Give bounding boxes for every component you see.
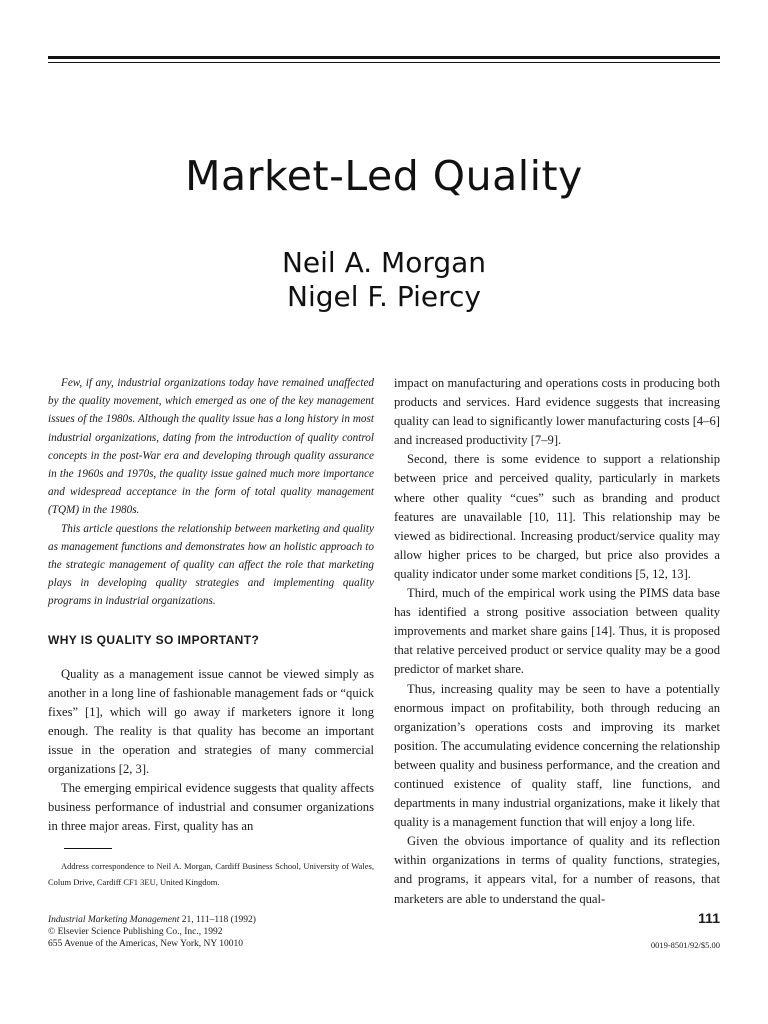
author-name: Neil A. Morgan — [281, 246, 487, 279]
body-paragraph: Thus, increasing quality may be seen to have a potentially enormous impact on profitability, both through reducing an organization’s operations costs and improving its market position. The accumulating evidence concerning the relationship between quality and business performance, and the creation and continued existence of quality staff, line functions, and departments in many industrial organizations, make it likely that quality is a management function that will enjoy a long life. — [394, 681, 720, 830]
body-paragraph: Third, much of the empirical work using the PIMS data base has identified a strong positive association between quality improvements and market share gains [14]. Thus, it is proposed that relative perceived product or service quality may be a good predictor of market share. — [394, 586, 720, 677]
correspondence-footnote: Address correspondence to Neil A. Morgan, Cardiff Business School, University of Wales, Colum Drive, Cardiff CF1 3EU, United Kingdom. — [48, 861, 374, 887]
abstract-paragraph: This article questions the relationship between marketing and quality as management functions and demonstrates how an holistic approach to the strategic management of quality can affect the role that marketing plays in developing quality strategies and implementing quality programs in industrial organizations. — [48, 522, 374, 608]
volume-pages: 21, 111–118 (1992) — [179, 915, 256, 925]
body-paragraph: Second, there is some evidence to support a relationship between price and perceived quality, particularly in markets where other quality “cues” such as branding and product features are unavailable [10, 11]. This relationship may be viewed as bidirectional. Increasing product/service quality may allow higher prices to be charged, but price also provides a quality indicator under some market conditions [5, 12, 13]. — [394, 452, 720, 581]
author-list — [0, 246, 768, 314]
abstract — [48, 374, 374, 611]
left-column — [48, 374, 374, 836]
author-name: Nigel F. Piercy — [287, 280, 481, 313]
body-text-right — [394, 374, 720, 909]
journal-name: Industrial Marketing Management — [48, 915, 180, 925]
publisher-address: 655 Avenue of the Americas, New York, NY 10010 — [48, 939, 243, 949]
body-text-left — [48, 665, 374, 837]
body-paragraph: Given the obvious importance of quality and its reflection within organizations in terms of quality functions, strategies, and programs, it appears vital, for a number of reasons, that marketers are able to understand the qual- — [394, 834, 720, 906]
publication-info — [48, 914, 368, 950]
header-rule-thin — [48, 62, 720, 63]
issn-code: 0019-8501/92/$5.00 — [650, 940, 720, 950]
article-title: Market-Led Quality — [185, 152, 583, 200]
body-paragraph: The emerging empirical evidence suggests that quality affects business performance of industrial and consumer organizations in three major areas. First, quality has an — [48, 781, 374, 834]
page-number: 111 — [698, 910, 720, 926]
section-heading: WHY IS QUALITY SO IMPORTANT? — [48, 632, 260, 647]
body-paragraph: Quality as a management issue cannot be viewed simply as another in a long line of fashionable management fads or “quick fixes” [1], which will go away if marketers ignore it long enough. The reality is that quality has become an important issue in the operation and strategies of many commercial organizations [2, 3]. — [48, 666, 374, 777]
copyright-line: © Elsevier Science Publishing Co., Inc., 1992 — [48, 927, 223, 937]
body-paragraph: impact on manufacturing and operations costs in producing both products and services. Hard evidence suggests that increasing quality can lead to significantly lower manufacturing costs [4–6] and increased productivity [7–9]. — [394, 376, 720, 448]
header-rule-thick — [48, 56, 720, 59]
journal-citation — [48, 914, 368, 926]
footnote-rule — [64, 848, 112, 849]
abstract-paragraph: Few, if any, industrial organizations today have remained unaffected by the quality movement, which emerged as one of the key management issues of the 1980s. Although the quality issue has a long history in most industrial organizations, dating from the introduction of quality control concepts in the post-War era and developing through quality assurance in the 1960s and 1970s, the quality issue gained much more importance and widespread acceptance in the form of total quality management (TQM) in the 1980s. — [48, 377, 374, 517]
right-column — [394, 374, 720, 909]
